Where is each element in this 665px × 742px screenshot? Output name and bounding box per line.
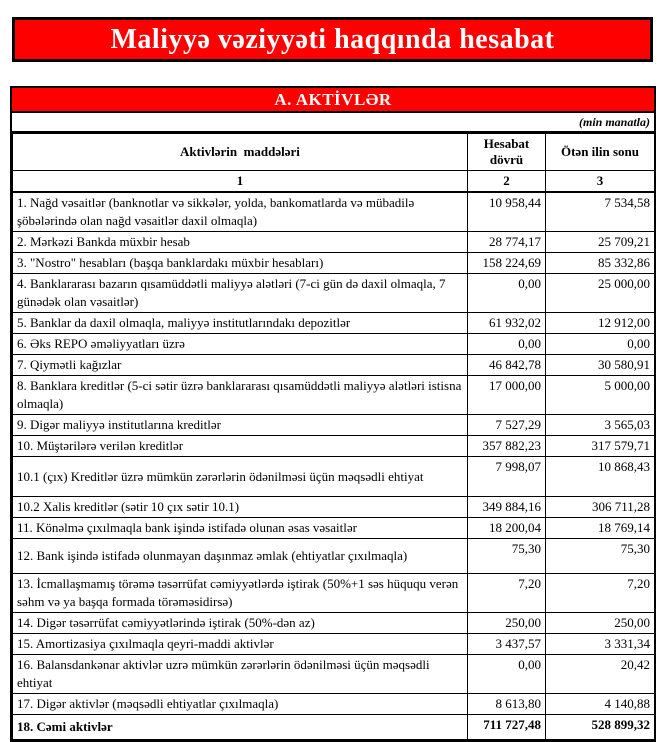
row-current-period-cell: 28 774,17 <box>468 232 546 253</box>
row-label-cell: 1. Nağd vəsaitlər (banknotlar və sikkələr, yolda, bankomatlarda və mübadilə şöbələrində olan nağd vəsaitlər daxil olmaqla) <box>13 192 468 232</box>
row-current-period-cell: 17 000,00 <box>468 376 546 415</box>
table-row <box>13 518 655 539</box>
unit-note: (min manatla) <box>12 113 654 133</box>
row-previous-year-cell: 3 331,34 <box>546 634 655 655</box>
table-row <box>13 274 655 313</box>
col-num-2: 2 <box>468 171 546 193</box>
row-current-period-cell: 61 932,02 <box>468 313 546 334</box>
col-header-previous-year: Ötən ilin sonu <box>546 134 655 171</box>
table-row <box>13 313 655 334</box>
row-previous-year-cell: 10 868,43 <box>546 457 655 497</box>
row-previous-year-cell: 20,42 <box>546 655 655 694</box>
row-current-period-cell: 3 437,57 <box>468 634 546 655</box>
table-row <box>13 253 655 274</box>
row-previous-year-cell: 75,30 <box>546 539 655 574</box>
table-row <box>13 376 655 415</box>
table-body <box>13 192 655 740</box>
row-label-cell: 10.2 Xalis kreditlər (sətir 10 çıx sətir 10.1) <box>13 497 468 518</box>
row-current-period-cell: 711 727,48 <box>468 715 546 740</box>
row-label-cell: 9. Digər maliyyə institutlarına kreditlər <box>13 415 468 436</box>
column-header-row <box>13 134 655 171</box>
table-row <box>13 457 655 497</box>
row-previous-year-cell: 5 000,00 <box>546 376 655 415</box>
row-previous-year-cell: 4 140,88 <box>546 694 655 715</box>
table-row <box>13 715 655 740</box>
row-previous-year-cell: 18 769,14 <box>546 518 655 539</box>
row-label-cell: 6. Əks REPO əməliyyatları üzrə <box>13 334 468 355</box>
row-label-cell: 3. "Nostro" hesabları (başqa banklardakı müxbir hesabları) <box>13 253 468 274</box>
row-current-period-cell: 158 224,69 <box>468 253 546 274</box>
column-number-row <box>13 171 655 193</box>
row-label-cell: 14. Digər təsərrüfat cəmiyyətlərində iştirak (50%-dən az) <box>13 613 468 634</box>
col-header-items: Aktivlərin maddələri <box>13 134 468 171</box>
row-label-cell: 4. Banklararası bazarın qısamüddətli maliyyə alətləri (7-ci gün də daxil olmaqla, 7 günədək olan vəsaitlər) <box>13 274 468 313</box>
row-label-cell: 10. Müştərilərə verilən kreditlər <box>13 436 468 457</box>
col-header-current-period: Hesabat dövrü <box>468 134 546 171</box>
table-row <box>13 539 655 574</box>
table-row <box>13 694 655 715</box>
row-current-period-cell: 8 613,80 <box>468 694 546 715</box>
table-row <box>13 334 655 355</box>
row-current-period-cell: 46 842,78 <box>468 355 546 376</box>
row-label-cell: 7. Qiymətli kağızlar <box>13 355 468 376</box>
table-row <box>13 634 655 655</box>
row-previous-year-cell: 85 332,86 <box>546 253 655 274</box>
row-current-period-cell: 0,00 <box>468 655 546 694</box>
table-row <box>13 574 655 613</box>
row-current-period-cell: 18 200,04 <box>468 518 546 539</box>
col-num-3: 3 <box>546 171 655 193</box>
row-previous-year-cell: 317 579,71 <box>546 436 655 457</box>
row-current-period-cell: 349 884,16 <box>468 497 546 518</box>
row-label-cell: 10.1 (çıx) Kreditlər üzrə mümkün zərərlərin ödənilməsi üçün məqsədli ehtiyat <box>13 457 468 497</box>
table-row <box>13 436 655 457</box>
row-label-cell: 17. Digər aktivlər (məqsədli ehtiyatlar çıxılmaqla) <box>13 694 468 715</box>
row-current-period-cell: 357 882,23 <box>468 436 546 457</box>
section-header-aktivler: A. AKTİVLƏR <box>12 88 654 113</box>
row-previous-year-cell: 3 565,03 <box>546 415 655 436</box>
report-title: Maliyyə vəziyyəti haqqında hesabat <box>12 17 653 62</box>
col-num-1: 1 <box>13 171 468 193</box>
table-row <box>13 355 655 376</box>
table-row <box>13 232 655 253</box>
row-label-cell: 12. Bank işində istifadə olunmayan daşınmaz əmlak (ehtiyatlar çıxılmaqla) <box>13 539 468 574</box>
table-row <box>13 613 655 634</box>
row-current-period-cell: 0,00 <box>468 274 546 313</box>
row-label-cell: 15. Amortizasiya çıxılmaqla qeyri-maddi aktivlər <box>13 634 468 655</box>
table-row <box>13 655 655 694</box>
row-previous-year-cell: 0,00 <box>546 334 655 355</box>
assets-table <box>10 86 656 742</box>
table-row <box>13 415 655 436</box>
row-previous-year-cell: 25 709,21 <box>546 232 655 253</box>
row-label-cell: 8. Banklara kreditlər (5-ci sətir üzrə banklararası qısamüddətli maliyyə alətləri istisna olmaqla) <box>13 376 468 415</box>
row-previous-year-cell: 250,00 <box>546 613 655 634</box>
row-label-cell: 11. Könəlmə çıxılmaqla bank işində istifadə olunan əsas vəsaitlər <box>13 518 468 539</box>
row-previous-year-cell: 7,20 <box>546 574 655 613</box>
row-label-cell: 5. Banklar da daxil olmaqla, maliyyə institutlarındakı depozitlər <box>13 313 468 334</box>
row-current-period-cell: 7,20 <box>468 574 546 613</box>
row-previous-year-cell: 7 534,58 <box>546 192 655 232</box>
row-previous-year-cell: 306 711,28 <box>546 497 655 518</box>
row-current-period-cell: 7 998,07 <box>468 457 546 497</box>
row-label-cell: 13. İcmallaşmamış törəmə təsərrüfat cəmiyyətlərdə iştirak (50%+1 səs hüququ verən səhm və ya başqa formada törəməsidirsə) <box>13 574 468 613</box>
row-current-period-cell: 0,00 <box>468 334 546 355</box>
row-current-period-cell: 7 527,29 <box>468 415 546 436</box>
row-label-cell: 18. Cəmi aktivlər <box>13 715 468 740</box>
row-current-period-cell: 75,30 <box>468 539 546 574</box>
row-label-cell: 2. Mərkəzi Bankda müxbir hesab <box>13 232 468 253</box>
table-row <box>13 497 655 518</box>
table-row <box>13 192 655 232</box>
row-current-period-cell: 10 958,44 <box>468 192 546 232</box>
row-previous-year-cell: 528 899,32 <box>546 715 655 740</box>
row-current-period-cell: 250,00 <box>468 613 546 634</box>
row-label-cell: 16. Balansdankənar aktivlər uzrə mümkün zərərlərin ödənilməsi üçün məqsədli ehtiyat <box>13 655 468 694</box>
row-previous-year-cell: 12 912,00 <box>546 313 655 334</box>
row-previous-year-cell: 25 000,00 <box>546 274 655 313</box>
assets-data-table <box>12 133 655 740</box>
row-previous-year-cell: 30 580,91 <box>546 355 655 376</box>
